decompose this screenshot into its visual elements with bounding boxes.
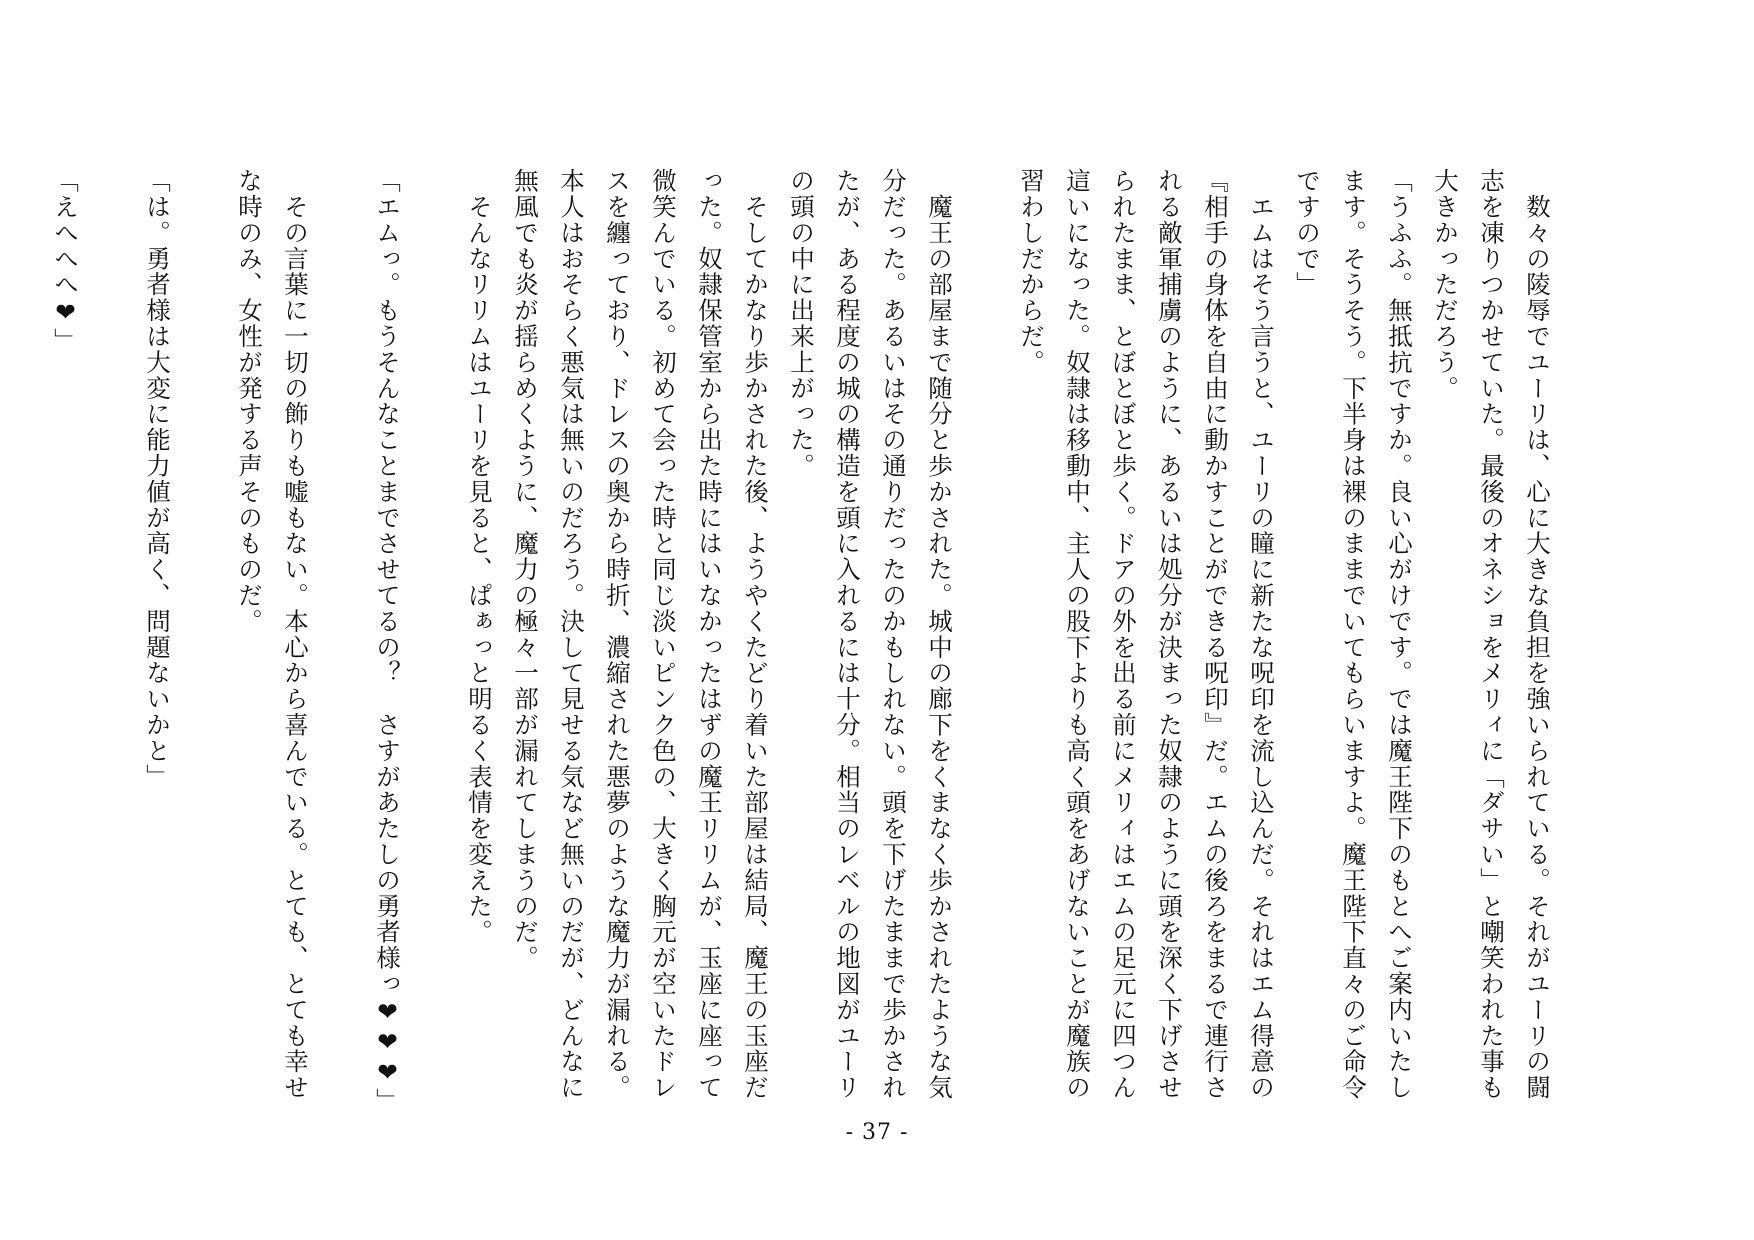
vertical-text-body xyxy=(51,168,1560,1114)
blank-line xyxy=(410,168,456,1108)
dialogue-paragraph: 「エムっ。もうそんなことまでさせてるの？ さすがあたしの勇者様っ❤❤❤」 xyxy=(373,168,402,1114)
dialogue-paragraph: 「うふふ。無抵抗ですか。良い心がけです。では魔王陛下のもとへご案内いたします。そうそう。下半身は裸のままでいてもらいますよ。魔王陛下直々のご命令ですので」 xyxy=(1293,168,1414,1101)
paragraph: 数々の陵辱でユーリは、心に大きな負担を強いられている。それがユーリの闘志を凍りつかせていた。最後のオネショをメリィに「ダサい」と嘲笑われた事も大きかっただろう。 xyxy=(1431,168,1552,1101)
paragraph: その言葉に一切の飾りも嘘もない。本心から喜んでいる。とても、とても幸せな時のみ、女性が発する声そのものだ。 xyxy=(235,168,310,1101)
blank-line xyxy=(88,168,134,1108)
dialogue-paragraph: 「えへへへ❤」 xyxy=(51,168,80,354)
paragraph: そんなリリムはユーリを見ると、ぱぁっと明るく表情を変えた。 xyxy=(465,168,494,945)
blank-line xyxy=(0,168,42,1108)
paragraph: エムはそう言うと、ユーリの瞳に新たな呪印を流し込んだ。それはエム得意の『相手の身体を自由に動かすことができる呪印』だ。エムの後ろをまるで連行される敵軍捕虜のように、あるいは処分が決まった奴隷のように頭を深く下げさせられたまま、とぼとぼと歩く。ドアの外を出る前にメリィはエムの足元に四つん這いになった。奴隷は移動中、主人の股下よりも高く頭をあげないことが魔族の習わしだからだ。 xyxy=(1017,168,1276,1101)
paragraph: そしてかなり歩かされた後、ようやくたどり着いた部屋は結局、魔王の玉座だった。奴隷保管室から出た時にはいなかったはずの魔王リリムが、玉座に座って微笑んでいる。初めて会った時と同じ淡いピンク色の、大きく胸元が空いたドレスを纏っており、ドレスの奥から時折、濃縮された悪夢のような魔力が漏れる。本人はおそらく悪気は無いのだろう。決して見せる気など無いのだが、どんなに無風でも炎が揺らめくように、魔力の極々一部が漏れてしまうのだ。 xyxy=(511,168,770,1101)
blank-line xyxy=(962,168,1008,1108)
dialogue-paragraph: 「は。勇者様は大変に能力値が高く、問題ないかと」 xyxy=(143,168,172,790)
paragraph: 魔王の部屋まで随分と歩かされた。城中の廊下をくまなく歩かされたような気分だった。あるいはその通りだったのかもしれない。頭を下げたままで歩かされたが、ある程度の城の構造を頭に入れるには十分。相当のレベルの地図がユーリの頭の中に出来上がった。 xyxy=(787,168,954,1101)
blank-line xyxy=(180,168,226,1108)
page-number: - 37 - xyxy=(845,1120,909,1145)
blank-line xyxy=(318,168,364,1108)
